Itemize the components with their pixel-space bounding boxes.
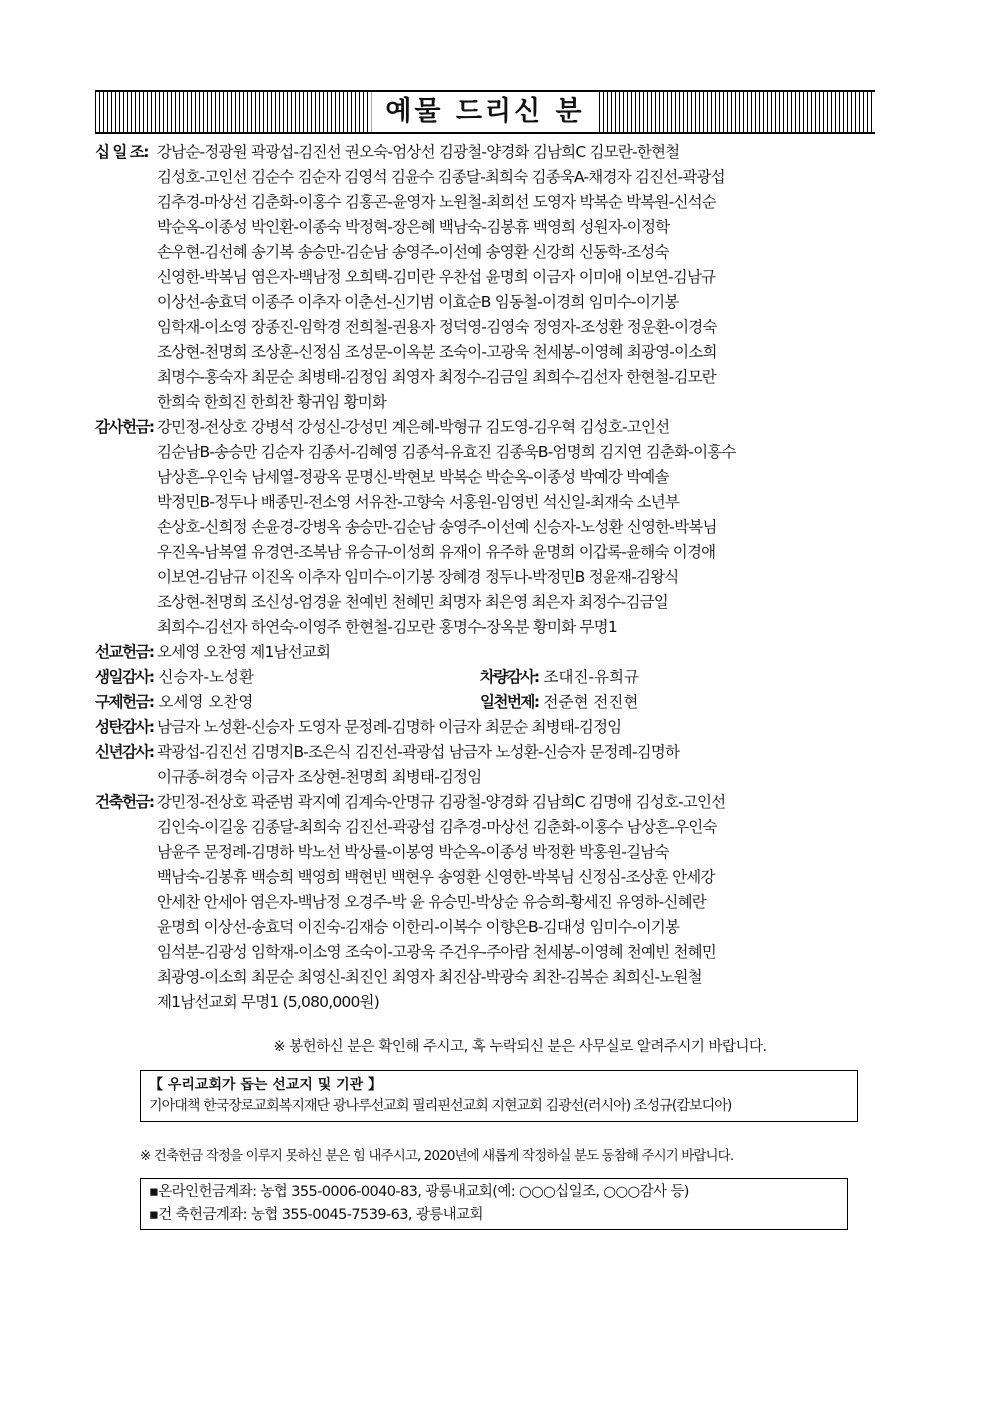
names-line: 강민정-전상호 곽준범 곽지예 김계숙-안명규 김광철-양경화 김남희C 김명애 김성호-고인선 (157, 793, 726, 811)
offering-pair-row (95, 690, 875, 715)
names-line: 백남숙-김봉휴 백승희 백영희 백현빈 백현우 송영환 신영한-박복님 신정심-조상훈 안세강 (157, 868, 715, 886)
section-names: 조대진-유희규 (543, 668, 639, 686)
names-line: 한희숙 한희진 한희찬 황귀임 황미화 (157, 393, 387, 411)
offering-section (95, 715, 875, 740)
account-box (140, 1178, 848, 1230)
section-names: 오세영 오찬영 (158, 693, 254, 711)
mission-box-title: 【 우리교회가 돕는 선교지 및 기관 】 (149, 1077, 383, 1093)
names-line: 조상현-천명희 조신성-엄경윤 천예빈 천혜민 최명자 최은영 최은자 최정수-김금일 (157, 593, 668, 611)
section-names (157, 715, 621, 740)
section-label: 선교헌금: (95, 643, 154, 661)
section-names (157, 140, 725, 415)
names-line: 손상호-신희정 손윤경-강병옥 송승만-김순남 송영주-이선예 신승자-노성환 신영한-박복님 (157, 518, 717, 536)
section-label: 신년감사: (95, 743, 154, 761)
section-names (157, 740, 679, 790)
offering-list (95, 140, 875, 1015)
names-line: 김순남B-송승만 김순자 김종서-김혜영 김종석-유효진 김종욱B-엄명희 김지연 김춘화-이홍수 (157, 443, 736, 461)
section-label: 구제헌금: (95, 693, 154, 711)
names-line: 임학재-이소영 장종진-임학경 전희철-권용자 정덕영-김영숙 정영자-조성환 정운환-이경숙 (157, 318, 717, 336)
section-label: 차량감사: (480, 668, 539, 686)
names-line: 최광영-이소희 최문순 최영신-최진인 최영자 최진삼-박광숙 최찬-김복순 최희신-노원철 (157, 968, 702, 986)
offering-section (95, 140, 875, 415)
offering-section (95, 415, 875, 640)
offering-pair-row (95, 665, 875, 690)
mission-box-body: 기아대책 한국장로교회복지재단 광나루선교회 필리핀선교회 지현교회 김광선(러시아) 조성규(캄보디아) (149, 1098, 732, 1114)
names-line: 이상선-송효덕 이종주 이추자 이춘선-신기범 이효순B 임동철-이경희 임미수-이기봉 (157, 293, 679, 311)
names-line: 남윤주 문정례-김명하 박노선 박상률-이봉영 박순옥-이종성 박정환 박홍원-길남숙 (157, 843, 669, 861)
names-line: 신영한-박복님 염은자-백남정 오희택-김미란 우찬섭 윤명희 이금자 이미애 이보연-김남규 (157, 268, 716, 286)
building-notice: ※ 건축헌금 작정을 이루지 못하신 분은 힘 내주시고, 2020년에 새롭게 작정하실 분도 동참해 주시기 바랍니다. (140, 1148, 734, 1164)
offering-section (95, 665, 480, 690)
section-label: 십 일 조: (95, 143, 148, 161)
title-bar (95, 90, 875, 134)
names-line: 윤명희 이상선-송효덕 이진숙-김재승 이한리-이복수 이향은B-김대성 임미수-이기봉 (157, 918, 680, 936)
confirm-notice: ※ 봉헌하신 분은 확인해 주시고, 혹 누락되신 분은 사무실로 알려주시기 바랍니다. (273, 1039, 767, 1055)
names-line: 최명수-홍숙자 최문순 최병태-김정임 최영자 최정수-김금일 최희수-김선자 한현철-김모란 (157, 368, 716, 386)
section-label: 감사헌금: (95, 418, 154, 436)
section-label: 일천번제: (480, 693, 539, 711)
mission-box (140, 1070, 858, 1122)
names-line: 임석분-김광성 임학재-이소영 조숙이-고광욱 주건우-주아람 천세봉-이영혜 천예빈 천혜민 (157, 943, 716, 961)
online-account-row: ▪온라인헌금계좌: 농협 355-0006-0040-83, 광릉내교회(예: ○○○십일조, ○○○감사 등) (149, 1184, 689, 1200)
names-line: 김성호-고인선 김순수 김순자 김영석 김윤수 김종달-최희숙 김종욱A-채경자 김진선-곽광섭 (157, 168, 725, 186)
section-names (157, 640, 330, 665)
offering-section (480, 690, 865, 715)
names-line: 강민정-전상호 강병석 강성신-강성민 계은혜-박형규 김도영-김우혁 김성호-고인선 (157, 418, 670, 436)
names-line: 이규종-허경숙 이금자 조상현-천명희 최병태-김정임 (157, 768, 482, 786)
section-names (157, 790, 725, 1015)
offering-section (480, 665, 865, 690)
offering-section (95, 640, 875, 665)
names-line: 강남순-정광원 곽광섭-김진선 권오숙-엄상선 김광철-양경화 김남희C 김모란-한현철 (157, 143, 680, 161)
names-line: 조상현-천명희 조상훈-신정심 조성문-이옥분 조숙이-고광욱 천세봉-이영혜 최광영-이소희 (157, 343, 717, 361)
names-line: 박순옥-이종성 박인환-이종숙 박정혁-장은혜 백남숙-김봉휴 백영희 성원자-이정학 (157, 218, 670, 236)
names-line: 안세찬 안세아 염은자-백남정 오경주-박 윤 유승민-박상순 유승희-황세진 유영하-신혜란 (157, 893, 706, 911)
section-label: 생일감사: (95, 668, 154, 686)
names-line: 우진옥-남복열 유경연-조복남 유승규-이성희 유재이 유주하 윤명희 이갑록-윤해숙 이경애 (157, 543, 716, 561)
offering-section (95, 690, 480, 715)
names-line: 손우현-김선혜 송기복 송승만-김순남 송영주-이선예 송영환 신강희 신동학-조성숙 (157, 243, 669, 261)
names-line: 박정민B-정두나 배종민-전소영 서유찬-고향숙 서홍원-임영빈 석신일-최재숙 소년부 (157, 493, 680, 511)
names-line: 남상흔-우인숙 남세열-정광옥 문명신-박현보 박복순 박순옥-이종성 박예강 박예솔 (157, 468, 669, 486)
names-line: 제1남선교회 무명1 (5,080,000원) (157, 993, 379, 1011)
section-names (157, 415, 736, 640)
names-line: 오세영 오찬영 제1남선교회 (157, 643, 331, 661)
names-line: 이보연-김남규 이진옥 이추자 임미수-이기봉 장혜경 정두나-박정민B 정윤재-김왕식 (157, 568, 679, 586)
names-line: 김인숙-이길웅 김종달-최희숙 김진선-곽광섭 김추경-마상선 김춘화-이홍수 남상흔-우인숙 (157, 818, 717, 836)
building-account-row: ▪건 축헌금계좌: 농협 355-0045-7539-63, 광릉내교회 (149, 1207, 483, 1223)
section-label: 건축헌금: (95, 793, 154, 811)
offering-page (95, 90, 875, 1230)
names-line: 곽광섭-김진선 김명지B-조은식 김진선-곽광섭 남금자 노성환-신승자 문정례-김명하 (157, 743, 680, 761)
section-names: 전준현 전진현 (543, 693, 639, 711)
names-line: 최희수-김선자 하연숙-이영주 한현철-김모란 홍명수-장옥분 황미화 무명1 (157, 618, 617, 636)
section-label: 성탄감사: (95, 718, 154, 736)
page-title: 예물 드리신 분 (371, 92, 598, 132)
section-names: 신승자-노성환 (158, 668, 254, 686)
offering-section (95, 790, 875, 1015)
offering-section (95, 740, 875, 790)
names-line: 남금자 노성환-신승자 도영자 문정례-김명하 이금자 최문순 최병태-김정임 (157, 718, 622, 736)
names-line: 김추경-마상선 김춘화-이홍수 김홍곤-윤영자 노원철-최희선 도영자 박복순 박복원-신석순 (157, 193, 716, 211)
